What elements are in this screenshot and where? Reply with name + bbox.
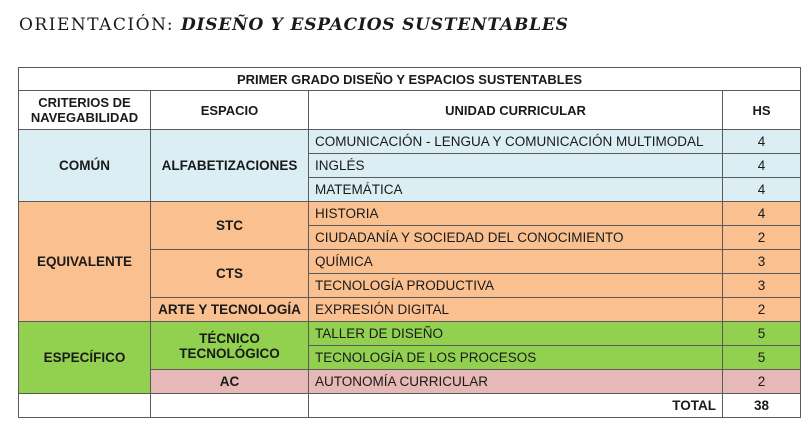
table-row [19,130,801,154]
total-label: TOTAL [309,394,723,418]
curriculum-table [18,67,801,418]
espacio-ac: AC [151,370,309,394]
unidad-cell: TECNOLOGÍA PRODUCTIVA [309,274,723,298]
table-row [19,322,801,346]
hs-cell: 2 [723,298,801,322]
unidad-cell: TECNOLOGÍA DE LOS PROCESOS [309,346,723,370]
heading-prefix: ORIENTACIÓN: [19,15,175,35]
hs-cell: 4 [723,202,801,226]
hs-cell: 5 [723,322,801,346]
hs-cell: 4 [723,130,801,154]
hs-cell: 3 [723,250,801,274]
hs-cell: 2 [723,370,801,394]
espacio-cts: CTS [151,250,309,298]
table-caption: PRIMER GRADO DISEÑO Y ESPACIOS SUSTENTABLES [19,68,801,91]
header-criterios: CRITERIOS DE NAVEGABILIDAD [19,91,151,130]
header-unidad: UNIDAD CURRICULAR [309,91,723,130]
table-header-row [19,91,801,130]
empty-cell [151,394,309,418]
header-espacio: ESPACIO [151,91,309,130]
table-row [19,202,801,226]
unidad-cell: CIUDADANÍA Y SOCIEDAD DEL CONOCIMIENTO [309,226,723,250]
table-caption-row [19,68,801,91]
total-value: 38 [723,394,801,418]
unidad-cell: COMUNICACIÓN - LENGUA Y COMUNICACIÓN MULTIMODAL [309,130,723,154]
unidad-cell: MATEMÁTICA [309,178,723,202]
hs-cell: 4 [723,154,801,178]
unidad-cell: QUÍMICA [309,250,723,274]
espacio-arte-tecnologia: ARTE Y TECNOLOGÍA [151,298,309,322]
criterio-equivalente: EQUIVALENTE [19,202,151,322]
hs-cell: 3 [723,274,801,298]
espacio-stc: STC [151,202,309,250]
criterio-especifico: ESPECÍFICO [19,322,151,394]
hs-cell: 4 [723,178,801,202]
unidad-cell: HISTORIA [309,202,723,226]
page-heading [19,15,569,35]
unidad-cell: AUTONOMÍA CURRICULAR [309,370,723,394]
espacio-tecnico-tecnologico: TÉCNICO TECNOLÓGICO [151,322,309,370]
unidad-cell: TALLER DE DISEÑO [309,322,723,346]
unidad-cell: INGLÉS [309,154,723,178]
heading-title: DISEÑO Y ESPACIOS SUSTENTABLES [181,15,569,35]
total-row [19,394,801,418]
hs-cell: 2 [723,226,801,250]
unidad-cell: EXPRESIÓN DIGITAL [309,298,723,322]
empty-cell [19,394,151,418]
hs-cell: 5 [723,346,801,370]
criterio-comun: COMÚN [19,130,151,202]
espacio-alfabetizaciones: ALFABETIZACIONES [151,130,309,202]
header-hs: HS [723,91,801,130]
